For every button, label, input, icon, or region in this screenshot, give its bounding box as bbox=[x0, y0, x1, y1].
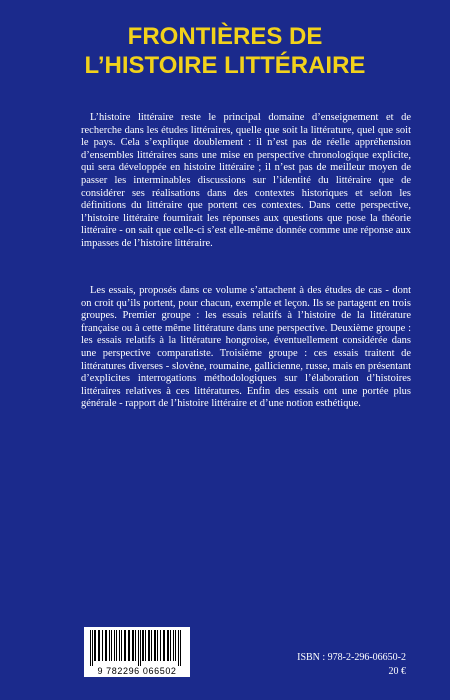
barcode-bar bbox=[160, 630, 161, 661]
summary-text-2: Les essais, proposés dans ce volume s’attachent à des études de cas - dont on croit qu’ils portent, pour chacun, exemple et leçon. Ils se partagent en trois groupes. Premier groupe : les essais relatifs à l’histoire de la littérature française ou à cette même littérature dans une perspective. Deuxième groupe : les essais relatifs à la littérature hongroise, éventuellement considérée dans une perspective comparatiste. Troisième groupe : ces essais traitent de littératures diverses - slovène, roumaine, gallicienne, russe, mais en présentant d’explicites interrogations méthodologiques sur l’élaboration d’histoires littéraires relatives à ces littératures. Enfin des essais ont une portée plus générale - rapport de l’histoire littéraire et d’une notion esthétique. bbox=[81, 285, 411, 410]
barcode-bar bbox=[119, 630, 120, 661]
barcode-bar bbox=[140, 630, 141, 666]
barcode-bar bbox=[116, 630, 117, 661]
barcode-bar bbox=[94, 630, 96, 661]
barcode-bar bbox=[180, 630, 181, 666]
barcode-bar bbox=[132, 630, 134, 661]
barcode-bar bbox=[148, 630, 150, 661]
barcode-bar bbox=[142, 630, 144, 661]
book-title bbox=[0, 22, 450, 80]
barcode-bar bbox=[175, 630, 176, 661]
barcode-bar bbox=[121, 630, 122, 661]
price: 20 € bbox=[388, 666, 406, 677]
barcode-bar bbox=[163, 630, 165, 661]
barcode-bar bbox=[98, 630, 100, 661]
barcode-bar bbox=[154, 630, 156, 661]
book-title-line-2: L’HISTOIRE LITTÉRAIRE bbox=[84, 52, 366, 79]
barcode-bar bbox=[167, 630, 169, 661]
barcode-bar bbox=[102, 630, 103, 661]
barcode-bar bbox=[92, 630, 93, 666]
barcode-bar bbox=[145, 630, 146, 661]
barcode-bar bbox=[114, 630, 115, 661]
barcode-bar bbox=[124, 630, 126, 661]
barcode-bar bbox=[178, 630, 179, 666]
barcode-digits: 9 782296 066502 bbox=[97, 666, 177, 676]
isbn-number: ISBN : 978-2-296-06650-2 bbox=[297, 652, 406, 663]
barcode-bar bbox=[173, 630, 174, 661]
barcode-bars bbox=[84, 627, 190, 667]
barcode bbox=[84, 627, 190, 677]
barcode-bar bbox=[128, 630, 130, 661]
barcode-bar bbox=[151, 630, 152, 661]
book-title-line-1: FRONTIÈRES DE bbox=[127, 23, 323, 50]
barcode-bar bbox=[90, 630, 91, 666]
summary-paragraph-2 bbox=[81, 285, 411, 411]
barcode-bar bbox=[170, 630, 171, 661]
summary-text-1: L’histoire littéraire reste le principal domaine d’enseignement et de recherche dans les études littéraires, quelle que soit la littérature, quel que soit le pays. Cela s’explique doublement : il n’est pas de réelle appréhension d’ensembles littéraires sans une mise en perspective chronologique explicite, qui sera développée en histoire littéraire ; il n’est pas de meilleur moyen de passer les interminables discussions sur l’identité du littéraire que de considérer ses réalisations dans des contextes historiques et selon les définitions du littéraire que portent ces contextes. Dans cette perspective, l’histoire littéraire fournirait les réponses aux questions que pose la théorie littéraire - on sait que celle-ci s’est elle-même donnée comme une réponse aux impasses de l’histoire littéraire. bbox=[81, 112, 411, 249]
barcode-bar bbox=[135, 630, 136, 661]
barcode-bar bbox=[157, 630, 158, 661]
barcode-bar bbox=[111, 630, 112, 661]
barcode-bar bbox=[105, 630, 107, 661]
barcode-bar bbox=[138, 630, 139, 666]
summary-paragraph-1 bbox=[81, 112, 411, 251]
barcode-bar bbox=[109, 630, 110, 661]
